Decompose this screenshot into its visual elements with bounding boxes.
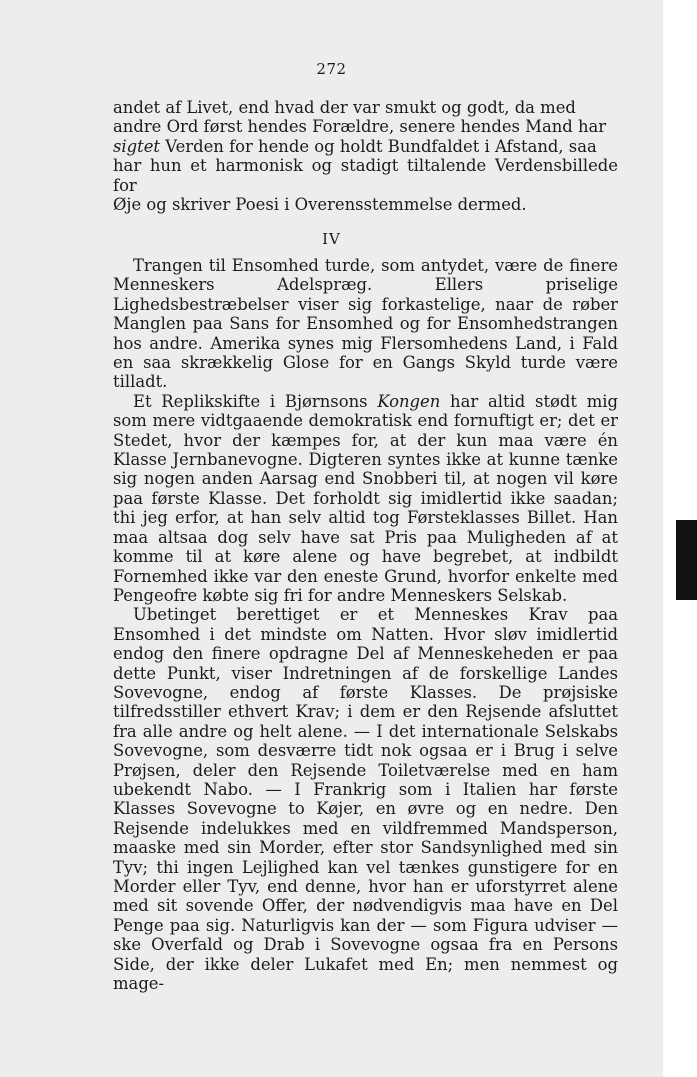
- paragraph-2-italic: Kongen: [377, 391, 441, 411]
- intro-line-3: [113, 137, 618, 156]
- paragraph-1: Trangen til Ensomhed turde, som antydet, være de finere Menneskers Adelspræg. Ellers priselige Lighedsbestræbelser viser sig forkastelige, naar de røber Manglen paa Sans for Ensomhed og for Ensomhedstrangen hos andre. Amerika synes mig Flersomhedens Land, i Fald en saa skrækkelig Glose for en Gangs Skyld turde være tilladt.: [113, 256, 618, 392]
- paragraph-3: Ubetinget berettiget er et Menneskes Krav paa Ensomhed i det mindste om Natten. Hvor sløv imidlertid endog den finere opdragne Del af Menneskeheden er paa dette Punkt, viser Indretningen af de forskellige Landes Sovevogne, endog af første Klasses. De prøjsiske tilfredsstiller ethvert Krav; i dem er den Rejsende afsluttet fra alle andre og helt alene. — I det internationale Selskabs Sovevogne, som desværre tidt nok ogsaa er i Brug i selve Prøjsen, deler den Rejsende Toiletværelse med en ham ubekendt Nabo. — I Frankrig som i Italien har første Klasses Sovevogne to Køjer, en øvre og en nedre. Den Rejsende indelukkes med en vildfremmed Mandsperson, maaske med sin Morder, efter stor Sandsynlighed med sin Tyv; thi ingen Lejlighed kan vel tænkes gunstigere for en Morder eller Tyv, end denne, hvor han er uforstyrret alene med sit sovende Offer, der nødvendigvis maa have en Del Penge paa sig. Naturligvis kan der — som Figura udviser — ske Overfald og Drab i Sovevogne ogsaa fra en Persons Side, der ikke deler Lukafet med En; men nemmest og mage-: [113, 605, 618, 994]
- page-number: 272: [316, 60, 347, 78]
- section-body: [113, 256, 618, 993]
- intro-line-2: andre Ord først hendes Forældre, senere hendes Mand har: [113, 117, 607, 137]
- intro-paragraph: [113, 98, 618, 214]
- intro-italic-word: sigtet: [113, 136, 161, 156]
- section-heading: IV: [322, 230, 341, 248]
- paragraph-2: [113, 392, 618, 605]
- paragraph-2-start: Et Replikskifte i Bjørnsons: [133, 391, 378, 411]
- paragraph-2-end: har altid stødt mig som mere vidtgaaende demokratisk end fornuftigt er; det er Stedet, hvor der kæmpes for, at der kun maa være én Klasse Jernbanevogne. Digteren syntes ikke at kunne tænke sig nogen anden Aarsag end Snobberi til, at nogen vil køre paa første Klasse. Det forholdt sig imidlertid ikke saadan; thi jeg erfor, at han selv altid tog Førsteklasses Billet. Han maa altsaa dog selv have sat Pris paa Muligheden af at komme til at køre alene og have begrebet, at indbildt Fornemhed ikke var den eneste Grund, hvorfor enkelte med Pengeofre købte sig fri for andre Menneskers Selskab.: [113, 391, 619, 605]
- intro-line-1: andet af Livet, end hvad der var smukt og godt, da med: [113, 98, 576, 117]
- intro-line-5: Øje og skriver Poesi i Overensstemmelse dermed.: [113, 195, 527, 215]
- scan-edge-shadow: [676, 520, 697, 600]
- intro-line-4: har hun et harmonisk og stadigt tiltalende Verdensbillede for: [113, 156, 618, 195]
- intro-line-3-rest: Verden for hende og holdt Bundfaldet i Afstand, saa: [160, 136, 597, 156]
